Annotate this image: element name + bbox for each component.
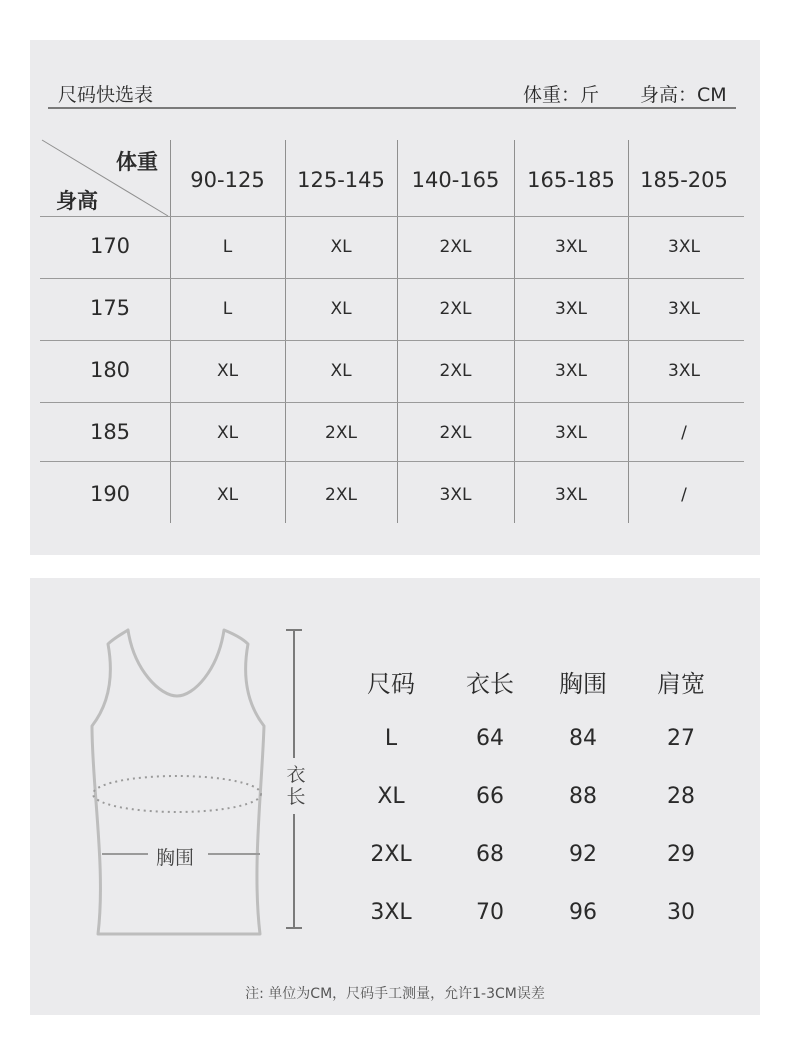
grid-hline — [40, 340, 744, 341]
measure-cell: 2XL — [370, 842, 412, 867]
measure-header-chest: 胸围 — [559, 670, 607, 698]
size-cell: 2XL — [325, 423, 357, 443]
size-cell: 3XL — [668, 361, 700, 381]
grid-hline — [40, 278, 744, 279]
height-row-label: 170 — [89, 234, 131, 258]
measure-cell: 29 — [667, 842, 695, 867]
size-cell: 2XL — [439, 237, 472, 257]
grid-vline — [170, 140, 171, 523]
corner-height-label: 身高 — [56, 189, 98, 213]
size-cell: 3XL — [555, 423, 587, 443]
measure-cell: 68 — [476, 842, 504, 867]
size-cell: 3XL — [555, 237, 587, 257]
weight-range-header: 90-125 — [190, 168, 265, 192]
weight-range-header: 140-165 — [411, 168, 500, 192]
measure-header-shoulder: 肩宽 — [657, 670, 705, 698]
size-cell: / — [681, 423, 687, 443]
measurement-note: 注: 单位为CM，尺码手工测量，允许1-3CM误差 — [245, 986, 545, 1002]
corner-weight-label: 体重 — [116, 150, 158, 174]
tank-top-outline — [92, 630, 264, 934]
size-cell: XL — [330, 237, 352, 257]
measure-cell: 28 — [667, 784, 695, 809]
grid-vline — [397, 140, 398, 523]
weight-range-header: 165-185 — [527, 168, 615, 192]
size-cell: 2XL — [439, 299, 472, 319]
size-cell: 3XL — [555, 299, 587, 319]
size-cell: L — [222, 237, 233, 257]
measurement-panel — [30, 578, 760, 1015]
size-cell: 3XL — [439, 485, 472, 505]
size-chart-panel — [30, 40, 760, 555]
height-row-label: 175 — [89, 296, 131, 320]
grid-hline — [40, 461, 744, 462]
measure-cell: 3XL — [370, 900, 412, 925]
measure-cell: 92 — [569, 842, 597, 867]
size-cell: / — [681, 485, 687, 505]
height-unit-label: 身高：CM — [640, 84, 727, 106]
size-cell: 3XL — [668, 299, 700, 319]
measure-cell: 84 — [569, 726, 597, 751]
size-cell: XL — [330, 299, 352, 319]
size-cell: 2XL — [439, 361, 472, 381]
measure-cell: 88 — [569, 784, 597, 809]
measure-cell: 30 — [667, 900, 695, 925]
size-chart-title: 尺码快选表 — [58, 84, 154, 106]
measure-header-length: 衣长 — [466, 670, 514, 698]
size-cell: 3XL — [555, 361, 587, 381]
grid-vline — [514, 140, 515, 523]
size-cell: 3XL — [668, 237, 700, 257]
chest-label: 胸围 — [156, 847, 195, 869]
measure-cell: XL — [377, 784, 405, 809]
measure-header-size: 尺码 — [367, 670, 415, 698]
chest-ellipse — [93, 776, 261, 812]
height-row-label: 185 — [89, 420, 131, 444]
measure-cell: L — [384, 726, 398, 751]
grid-vline — [285, 140, 286, 523]
weight-unit-label: 体重：斤 — [523, 84, 600, 106]
weight-range-header: 185-205 — [640, 168, 728, 192]
size-cell: 3XL — [555, 485, 587, 505]
measure-cell: 70 — [476, 900, 504, 925]
grid-hline — [40, 216, 744, 217]
grid-hline — [40, 402, 744, 403]
size-cell: 2XL — [325, 485, 357, 505]
tank-top-diagram — [30, 578, 330, 1015]
grid-vline — [628, 140, 629, 523]
measure-cell: 96 — [569, 900, 597, 925]
measure-cell: 27 — [667, 726, 695, 751]
height-row-label: 180 — [89, 358, 131, 382]
size-cell: XL — [216, 423, 239, 443]
weight-range-header: 125-145 — [297, 168, 385, 192]
size-cell: XL — [330, 361, 352, 381]
size-cell: XL — [216, 361, 239, 381]
size-cell: 2XL — [439, 423, 472, 443]
length-label: 衣长 — [286, 764, 306, 808]
measure-cell: 66 — [476, 784, 504, 809]
size-cell: L — [222, 299, 233, 319]
measure-cell: 64 — [476, 726, 504, 751]
height-row-label: 190 — [89, 482, 131, 506]
size-cell: XL — [216, 485, 239, 505]
